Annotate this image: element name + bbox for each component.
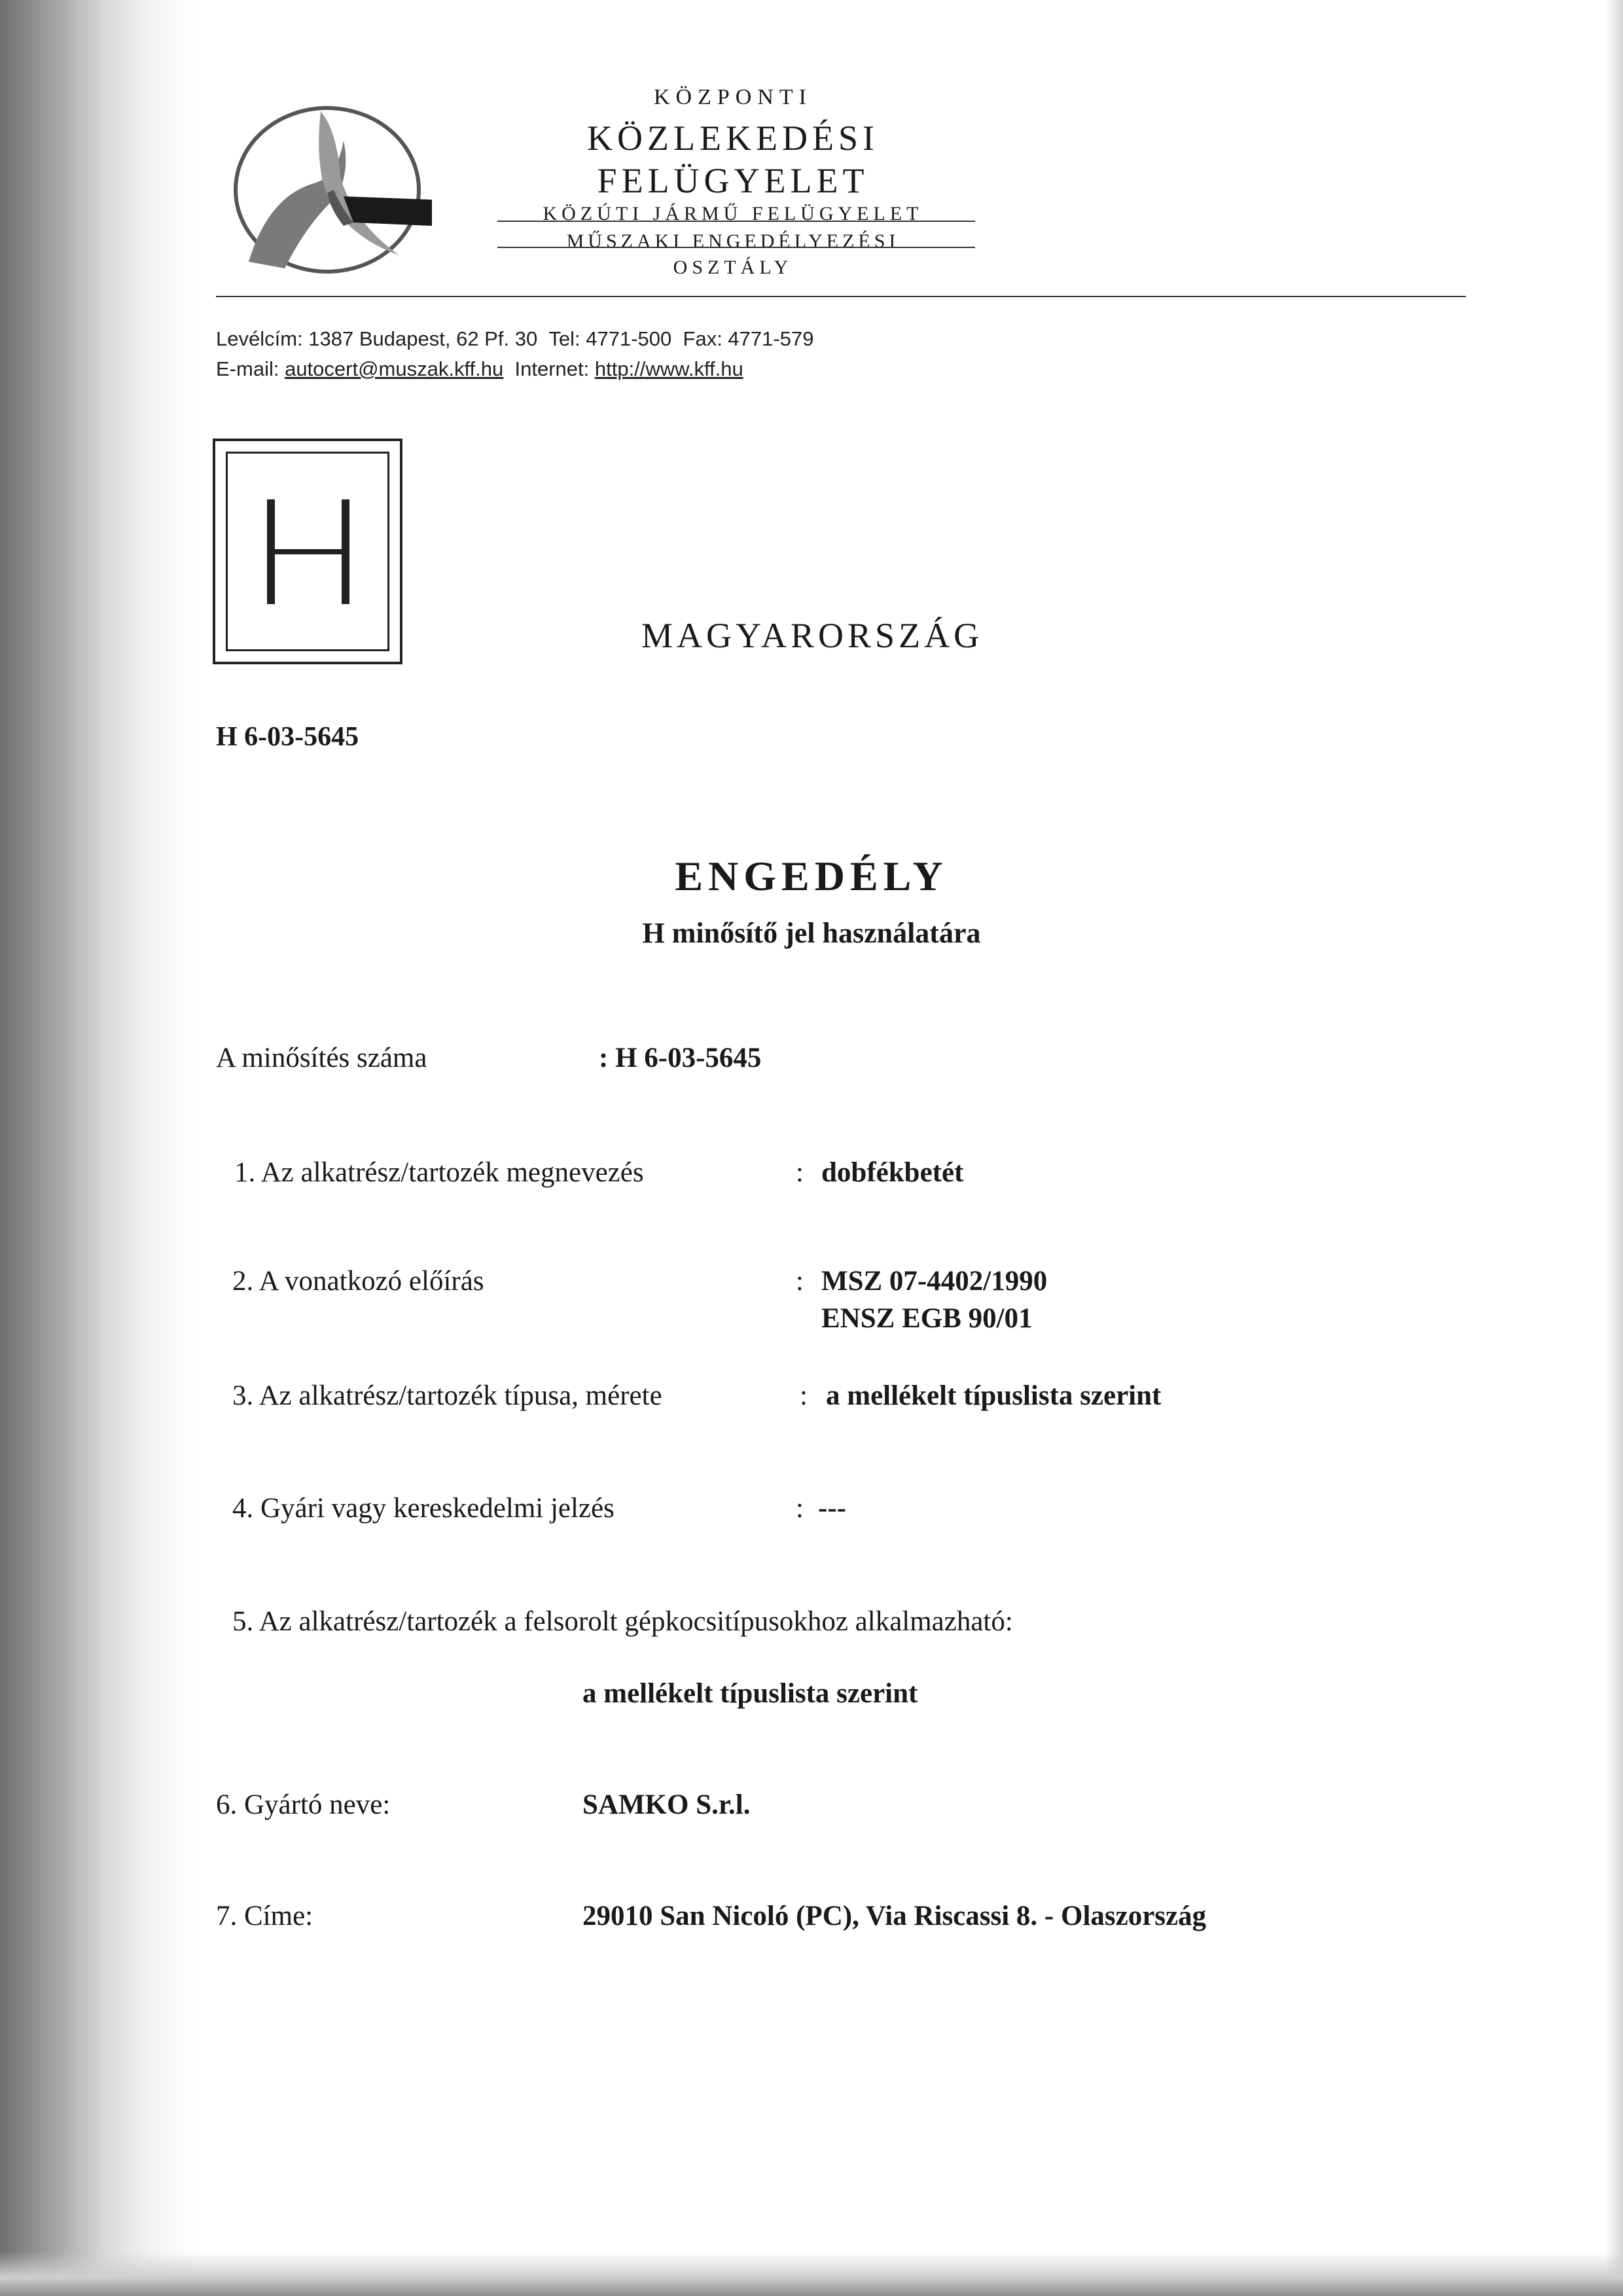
email-link[interactable]: autocert@muszak.kff.hu — [285, 357, 504, 380]
h-approval-mark — [213, 439, 402, 664]
header-line-muszaki: MŰSZAKI ENGEDÉLYEZÉSI — [566, 230, 900, 252]
header-line-felugyelet: FELÜGYELET — [597, 161, 869, 200]
h-mark-crossbar — [267, 549, 349, 554]
internet-label: Internet: — [514, 357, 590, 380]
field-4-colon: : — [796, 1493, 804, 1524]
field-1-colon: : — [796, 1157, 804, 1188]
field-7-value: 29010 San Nicoló (PC), Via Riscassi 8. - Olaszország — [582, 1901, 1207, 1931]
field-2-colon: : — [796, 1266, 804, 1297]
kff-logo — [223, 92, 432, 281]
document-title: ENGEDÉLY — [675, 853, 948, 899]
scan-edge-shadow — [0, 0, 196, 2296]
field-6-label: 6. Gyártó neve: — [216, 1789, 391, 1820]
country-title: MAGYARORSZÁG — [641, 616, 984, 655]
approval-number-label: A minősítés száma — [216, 1043, 427, 1073]
contact-address-line — [216, 327, 813, 351]
h-mark-inner-frame — [226, 452, 389, 651]
field-6-value: SAMKO S.r.l. — [582, 1789, 751, 1820]
fax-value: Fax: 4771-579 — [683, 327, 814, 350]
field-3-value: a mellékelt típuslista szerint — [826, 1380, 1162, 1411]
header-line-osztaly: OSZTÁLY — [673, 257, 793, 278]
scan-bottom-edge — [0, 2251, 1623, 2296]
contact-email-line — [216, 357, 743, 381]
header-rule-lower — [497, 247, 975, 248]
field-2-value-2: ENSZ EGB 90/01 — [821, 1303, 1033, 1334]
header-rule-upper — [497, 221, 975, 222]
field-5-value: a mellékelt típuslista szerint — [582, 1678, 918, 1709]
header-line-kozponti: KÖZPONTI — [654, 85, 812, 109]
tel-value: Tel: 4771-500 — [548, 327, 672, 350]
address-value: 1387 Budapest, 62 Pf. 30 — [308, 327, 538, 350]
header-line-kozuti: KÖZÚTI JÁRMŰ FELÜGYELET — [543, 203, 923, 224]
approval-number-value: : H 6-03-5645 — [599, 1043, 762, 1073]
field-4-value: --- — [818, 1493, 846, 1524]
field-2-value-1: MSZ 07-4402/1990 — [821, 1266, 1048, 1297]
field-3-colon: : — [800, 1380, 808, 1411]
header-line-kozlekedesi: KÖZLEKEDÉSI — [587, 118, 879, 158]
document-subtitle: H minősítő jel használatára — [642, 917, 981, 949]
approval-code: H 6-03-5645 — [216, 722, 359, 752]
field-7-label: 7. Címe: — [216, 1901, 313, 1931]
field-2-label: 2. A vonatkozó előírás — [232, 1266, 484, 1297]
field-5-label: 5. Az alkatrész/tartozék a felsorolt gépkocsitípusokhoz alkalmazható: — [232, 1606, 1013, 1637]
field-1-label: 1. Az alkatrész/tartozék megnevezés — [234, 1157, 644, 1188]
internet-link[interactable]: http://www.kff.hu — [594, 357, 743, 380]
scan-right-edge — [1605, 0, 1623, 2296]
kff-logo-emblem — [223, 92, 432, 281]
field-4-label: 4. Gyári vagy kereskedelmi jelzés — [232, 1493, 615, 1524]
address-label: Levélcím: — [216, 327, 303, 350]
field-3-label: 3. Az alkatrész/tartozék típusa, mérete — [232, 1380, 662, 1411]
header-divider — [216, 296, 1466, 297]
email-label: E-mail: — [216, 357, 279, 380]
field-1-value: dobfékbetét — [821, 1157, 964, 1188]
